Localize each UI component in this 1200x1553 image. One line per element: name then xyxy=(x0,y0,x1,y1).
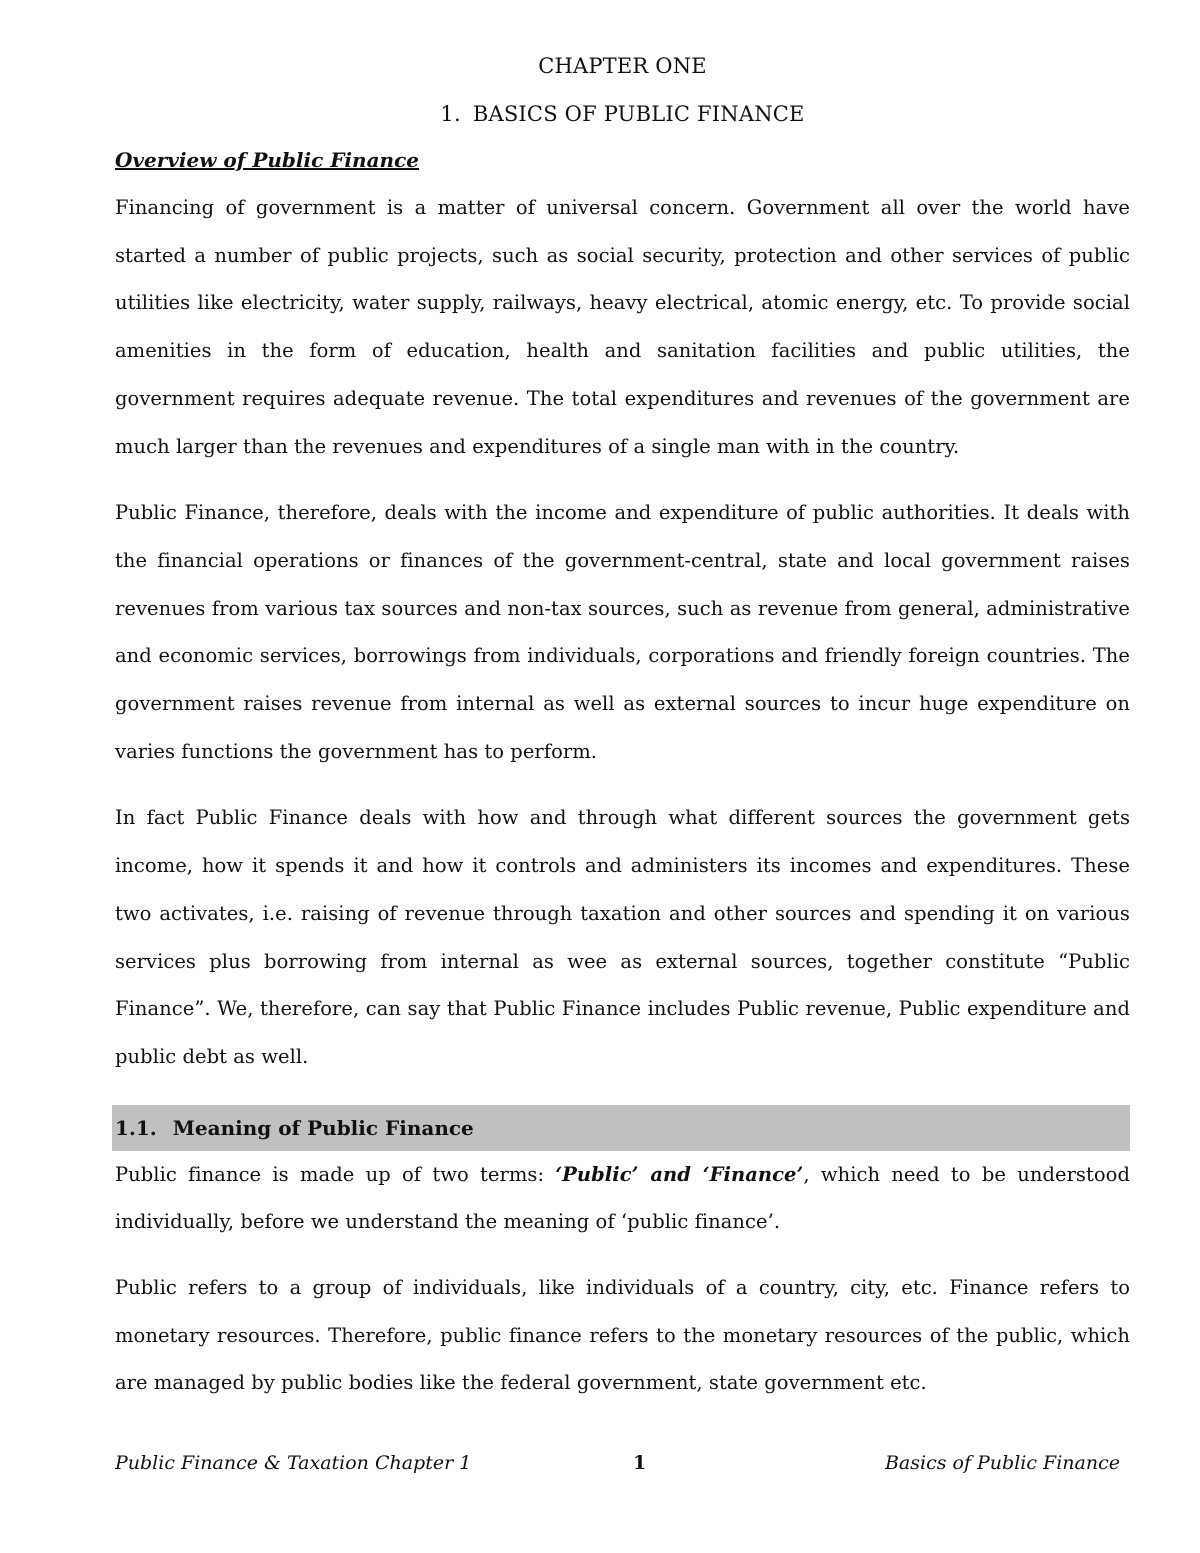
section-heading: BASICS OF PUBLIC FINANCE xyxy=(472,102,805,126)
subsection-number: 1.1. xyxy=(115,1115,157,1140)
section-title xyxy=(115,98,1130,130)
meaning-emphasis: ‘Public’ and ‘Finance’ xyxy=(555,1162,804,1186)
paragraph-public-refers: Public refers to a group of individuals, like individuals of a country, city, etc. Finance refers to monetary resources. Therefore, public finance refers to the monetary resources of the public, which are managed by public bodies like the federal government, state government etc. xyxy=(115,1276,1130,1395)
paragraph-1: Financing of government is a matter of universal concern. Government all over the world have started a number of public projects, such as social security, protection and other services of public utilities like electricity, water supply, railways, heavy electrical, atomic energy, etc. To provide social amenities in the form of education, health and sanitation facilities and public utilities, the government requires adequate revenue. The total expenditures and revenues of the government are much larger than the revenues and expenditures of a single man with in the country. xyxy=(115,196,1130,458)
footer-right: Basics of Public Finance xyxy=(884,1452,1120,1474)
section-number: 1. xyxy=(440,102,461,126)
footer-left: Public Finance & Taxation Chapter 1 xyxy=(115,1452,472,1474)
paragraph-3: In fact Public Finance deals with how and through what different sources the government gets income, how it spends it and how it controls and administers its incomes and expenditures. These two activates, i.e. raising of revenue through taxation and other sources and spending it on various services plus borrowing from internal as wee as external sources, together constitute “Public Finance”. We, therefore, can say that Public Finance includes Public revenue, Public expenditure and public debt as well. xyxy=(115,806,1130,1068)
subsection-heading-bar xyxy=(112,1105,1130,1151)
page-footer xyxy=(115,1452,1120,1484)
page-number: 1 xyxy=(633,1452,647,1474)
paragraph-2: Public Finance, therefore, deals with the income and expenditure of public authorities. It deals with the financial operations or finances of the government-central, state and local government raises revenues from various tax sources and non-tax sources, such as revenue from general, administrative and economic services, borrowings from individuals, corporations and friendly foreign countries. The government raises revenue from internal as well as external sources to incur huge expenditure on varies functions the government has to perform. xyxy=(115,501,1130,763)
meaning-paragraph xyxy=(115,1151,1130,1246)
page-content xyxy=(115,50,1130,1425)
chapter-title: CHAPTER ONE xyxy=(538,54,707,78)
subsection-title: Meaning of Public Finance xyxy=(172,1115,474,1140)
meaning-text-before: Public finance is made up of two terms: xyxy=(115,1162,556,1186)
overview-heading: Overview of Public Finance xyxy=(115,148,419,172)
meaning-text-after: , which need to be understood individually, before we understand the meaning of ‘public finance’. xyxy=(115,1162,1130,1234)
